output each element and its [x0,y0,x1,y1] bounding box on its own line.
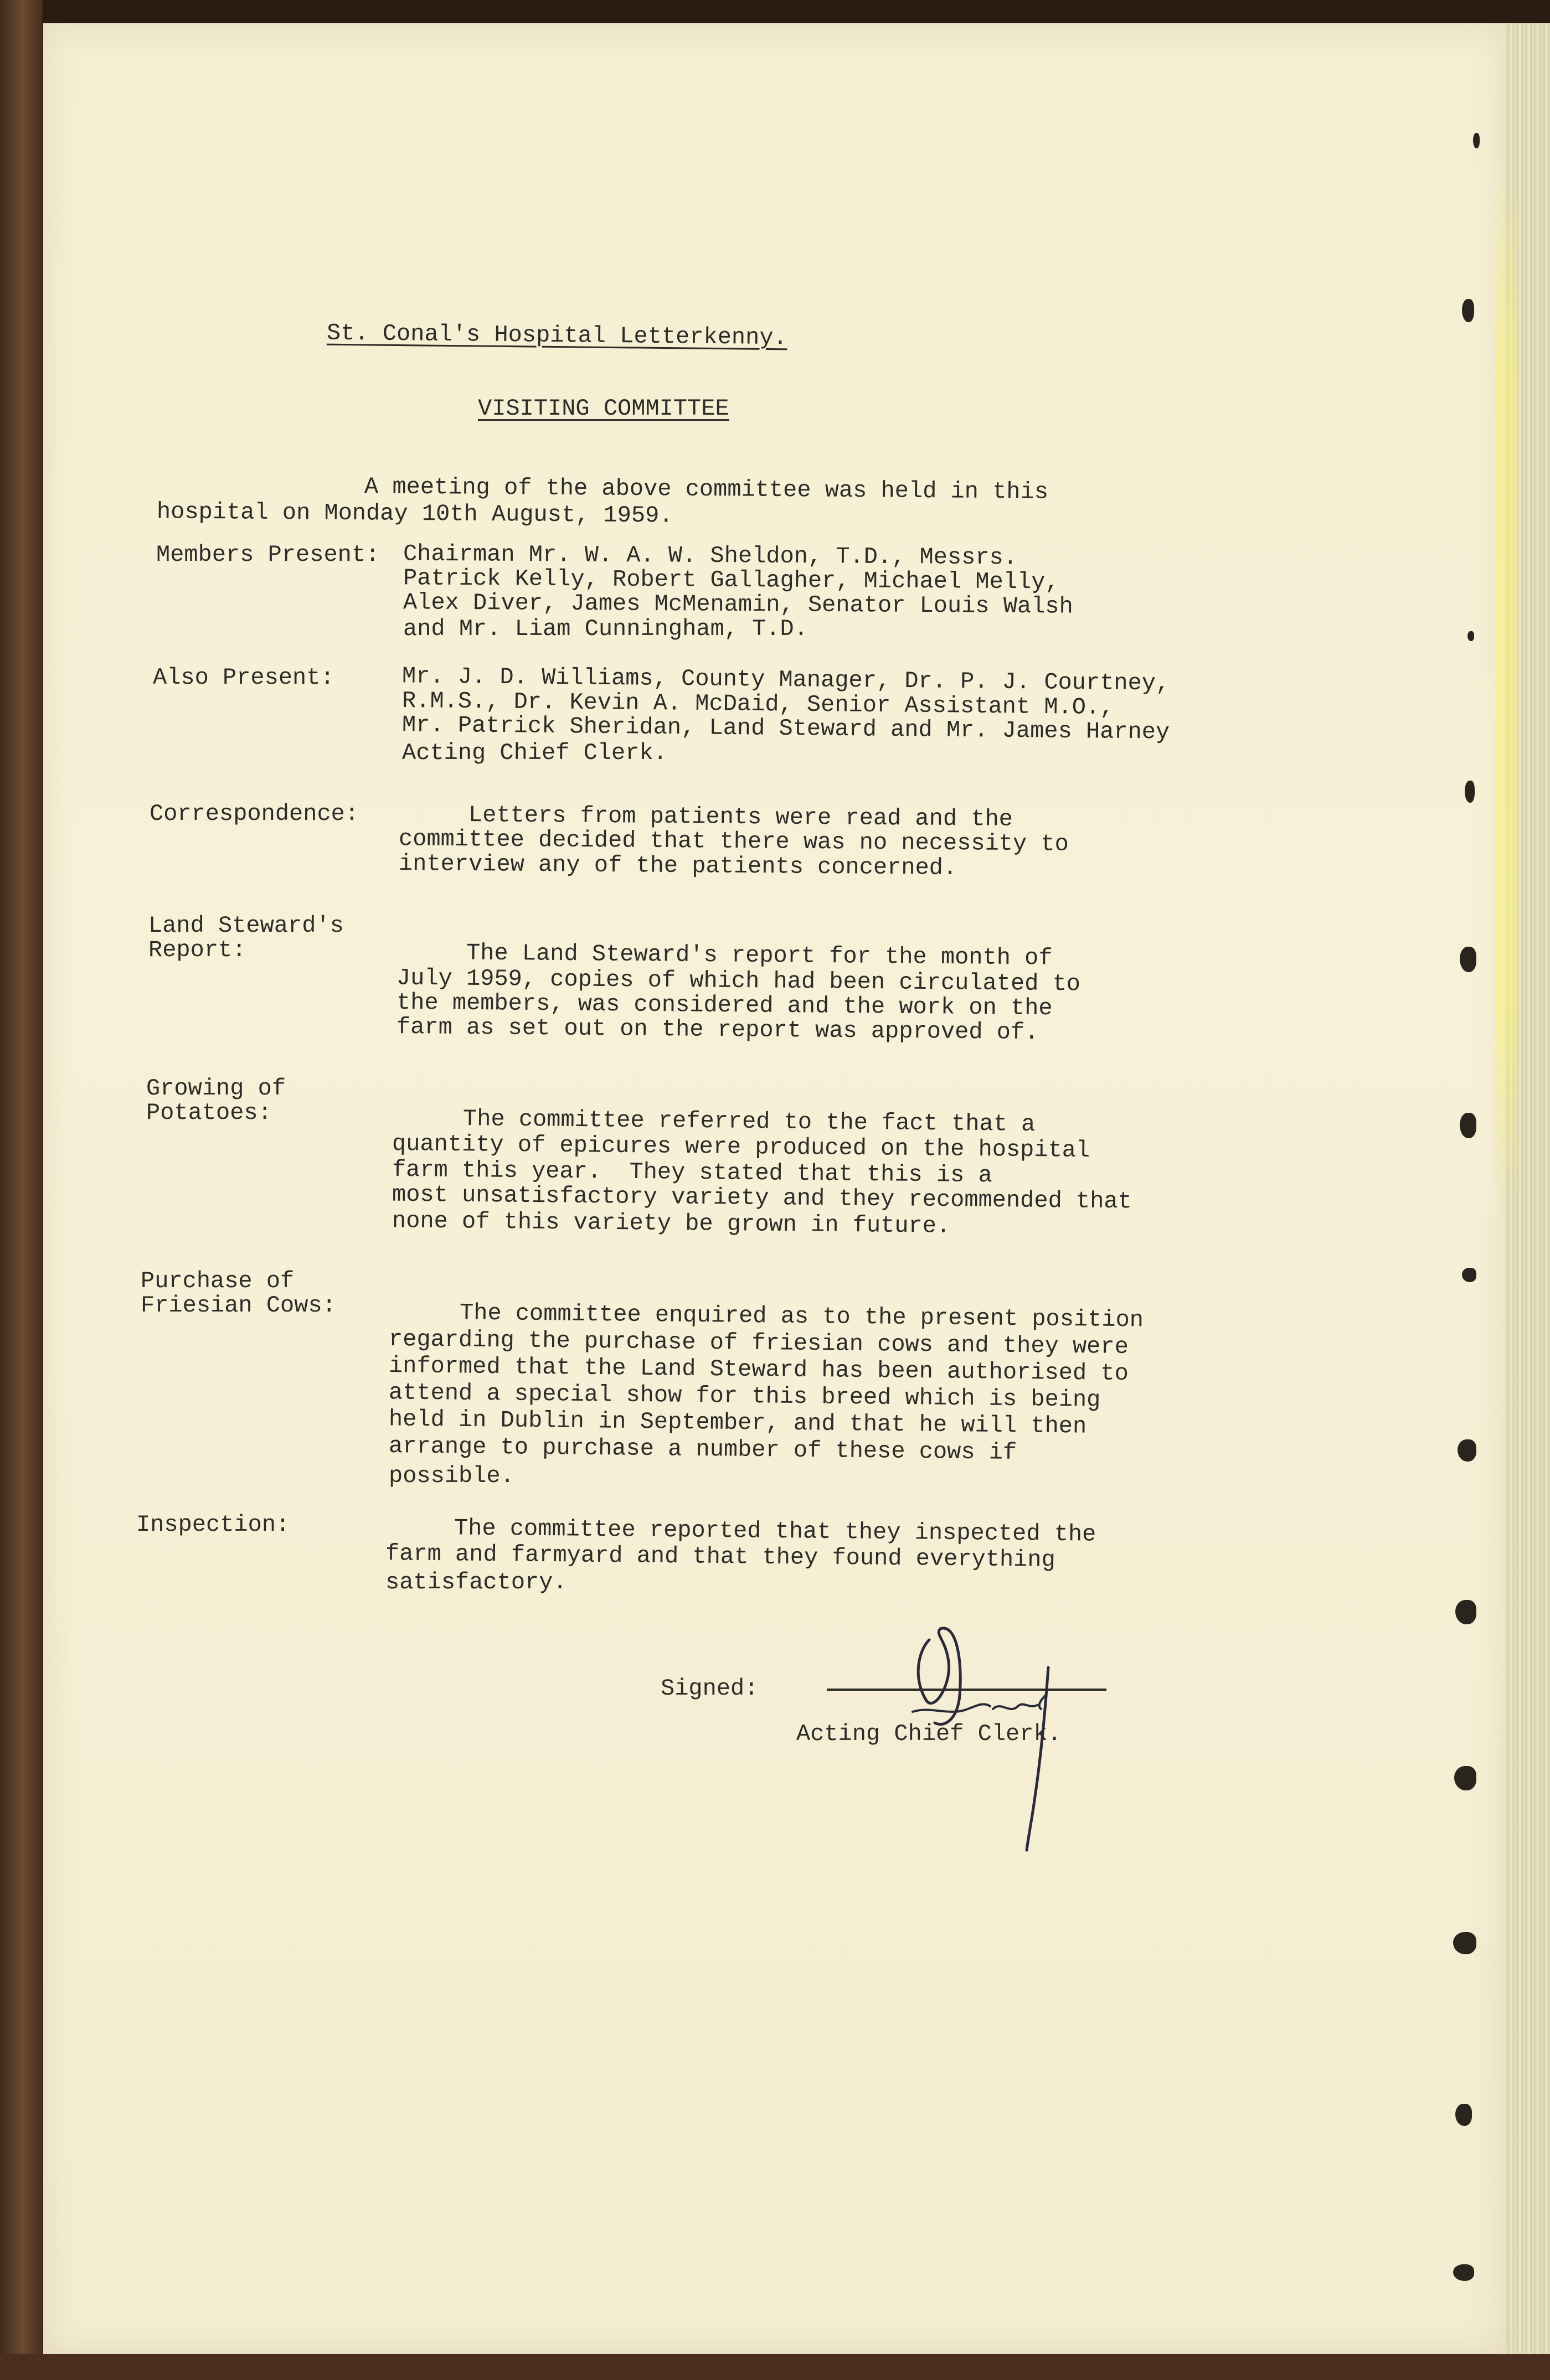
also-present-label: Also Present: [153,664,334,691]
correspondence-line: interview any of the patients concerned. [398,850,957,881]
land-steward-line: the members, was considered and the work on the [396,989,1053,1022]
handwritten-signature [896,1618,1073,1856]
friesian-label: Purchase of [141,1268,295,1294]
binding-mark [1473,133,1480,148]
hospital-title: St. Conal's Hospital Letterkenny. [326,319,787,352]
binding-mark [1455,2104,1472,2126]
binding-mark [1462,299,1474,322]
binding-mark [1460,1113,1476,1138]
friesian-line: informed that the Land Steward has been authorised to [388,1352,1129,1387]
land-steward-line: The Land Steward's report for the month of [466,939,1053,972]
friesian-line: attend a special show for this breed which is being [388,1379,1101,1413]
potatoes-line: The committee referred to the fact that a [462,1106,1036,1138]
binding-mark [1458,1439,1476,1462]
acting-chief-clerk-title: Acting Chief Clerk. [796,1721,1062,1747]
friesian-line: arrange to purchase a number of these cows if [388,1433,1017,1466]
members-present-line: Chairman Mr. W. A. W. Sheldon, T.D., Messrs. [403,540,1018,571]
correspondence-line: committee decided that there was no necessity to [398,825,1069,858]
land-steward-label: Report: [148,937,246,963]
inspection-label: Inspection: [136,1511,290,1538]
also-present-line: R.M.S., Dr. Kevin A. McDaid, Senior Assistant M.O., [401,687,1114,721]
friesian-line: regarding the purchase of friesian cows and they were [388,1326,1129,1360]
members-present-line: Alex Diver, James McMenamin, Senator Louis Walsh [403,589,1073,620]
correspondence-label: Correspondence: [150,801,359,827]
members-present-line: and Mr. Liam Cunningham, T.D. [403,616,808,642]
friesian-line: held in Dublin in September, and that he will then [388,1406,1087,1440]
potatoes-label: Growing of [146,1075,286,1102]
signed-label: Signed: [661,1675,759,1702]
intro-line-2: hospital on Monday 10th August, 1959. [156,498,673,529]
inspection-line: farm and farmyard and that they found everything [385,1540,1055,1573]
correspondence-line: Letters from patients were read and the [468,802,1013,833]
land-steward-label: Land Steward's [148,912,344,939]
land-steward-line: farm as set out on the report was approved of. [396,1013,1039,1046]
potatoes-line: quantity of epicures were produced on the hospital [392,1130,1090,1164]
binding-mark [1455,1600,1476,1624]
also-present-line: Acting Chief Clerk. [402,740,667,766]
potatoes-line: farm this year. They stated that this is a [392,1156,992,1189]
land-steward-line: July 1959, copies of which had been circulated to [396,964,1081,998]
members-present-label: Members Present: [156,541,380,568]
also-present-line: Mr. J. D. Williams, County Manager, Dr. P. J. Courtney, [401,663,1170,697]
friesian-label: Friesian Cows: [141,1292,336,1319]
committee-title: VISITING COMMITTEE [478,395,729,422]
binding-mark [1454,1766,1476,1790]
document-sheet [43,23,1505,2354]
inspection-line: The committee reported that they inspected the [454,1515,1096,1548]
highlighter-mark [1495,166,1517,1218]
binding-mark [1465,781,1475,803]
binding-bottom-edge [0,2354,1550,2380]
potatoes-line: none of this variety be grown in future. [392,1207,951,1240]
intro-line-1: A meeting of the above committee was held in this [364,473,1049,505]
binding-mark [1462,1268,1476,1282]
binding-mark [1453,2264,1474,2281]
inspection-line: satisfactory. [385,1569,567,1596]
binding-mark [1453,1932,1476,1954]
potatoes-line: most unsatisfactory variety and they recommended that [392,1181,1132,1215]
also-present-line: Mr. Patrick Sheridan, Land Steward and Mr. James Harney [401,711,1170,746]
friesian-line: possible. [389,1463,514,1489]
binding-mark [1467,631,1474,641]
friesian-line: The committee enquired as to the present position [459,1299,1144,1334]
binding-mark [1460,947,1476,972]
members-present-line: Patrick Kelly, Robert Gallagher, Michael Melly, [403,565,1059,596]
potatoes-label: Potatoes: [146,1099,272,1126]
